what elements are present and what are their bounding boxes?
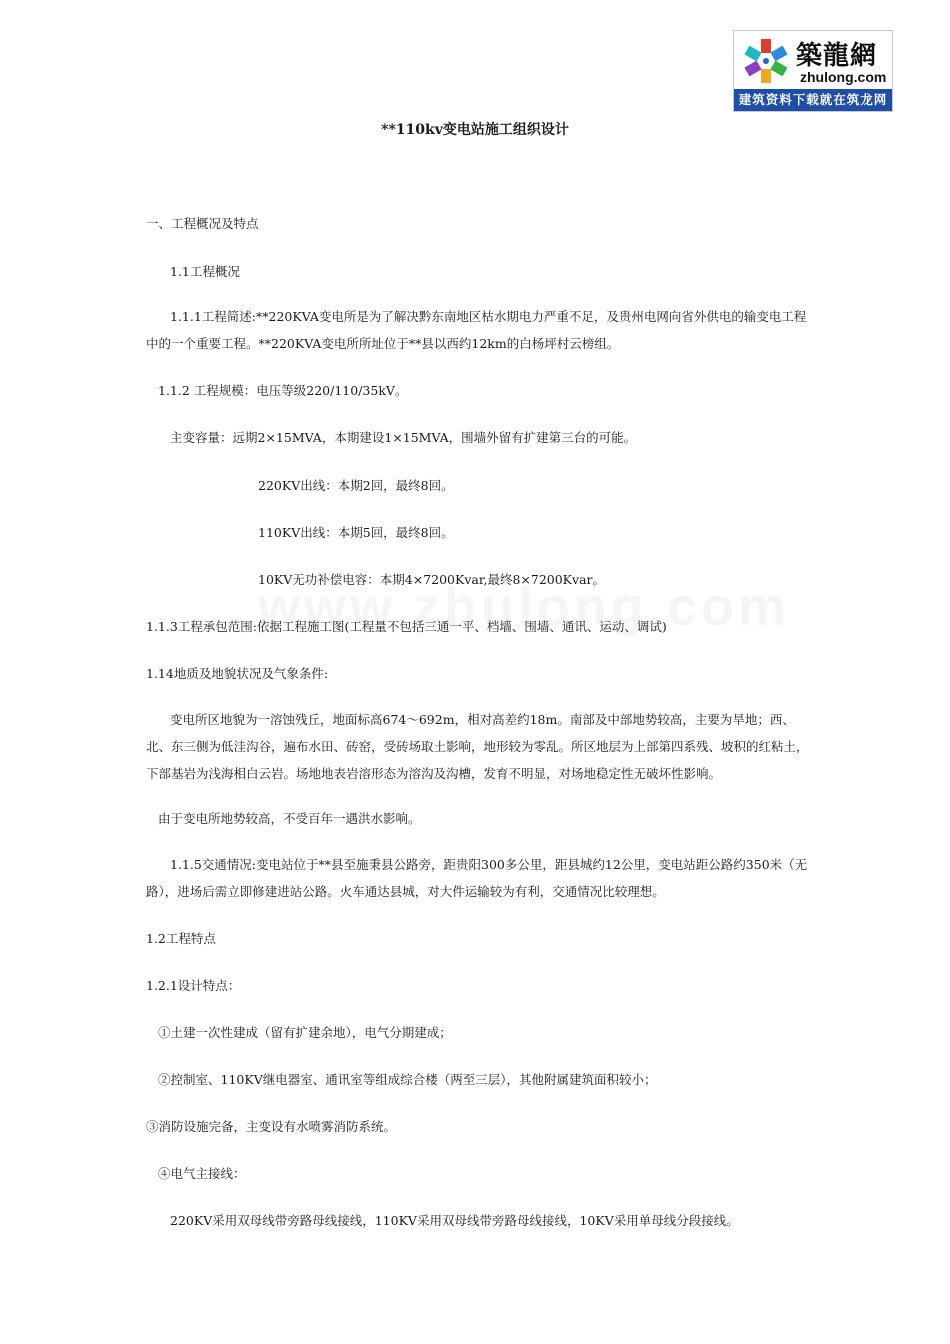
list-item-feature-1: ①土建一次性建成（留有扩建余地），电气分期建成； xyxy=(158,1025,452,1040)
paragraph-main-transformer: 主变容量：远期2×15MVA，本期建设1×15MVA，围墙外留有扩建第三台的可能。 xyxy=(170,430,637,445)
list-item-feature-2: ②控制室、110KV继电器室、通讯室等组成综合楼（两至三层），其他附属建筑面积较小； xyxy=(158,1072,657,1087)
paragraph-wiring: 220KV采用双母线带旁路母线接线，110KV采用双母线带旁路母线接线，10KV采用单母线分段接线。 xyxy=(170,1213,739,1228)
paragraph-110kv-lines: 110KV出线：本期5回，最终8回。 xyxy=(258,525,454,540)
subsection-heading-design: 1.2.1设计特点： xyxy=(146,978,241,993)
logo-brand-text: 築龍網 xyxy=(796,41,878,71)
section-heading: 一、工程概况及特点 xyxy=(146,216,259,231)
list-item-feature-4: ④电气主接线： xyxy=(158,1166,246,1181)
paragraph-project-scale: 1.1.2 工程规模：电压等级220/110/35kV。 xyxy=(158,383,408,398)
list-item-feature-3: ③消防设施完备，主变设有水喷雾消防系统。 xyxy=(146,1119,397,1134)
logo-banner: 建筑资料下载就在筑龙网 xyxy=(734,89,892,111)
document-title: **110kv变电站施工组织设计 xyxy=(381,122,569,138)
paragraph-10kv-capacitor: 10KV无功补偿电容：本期4×7200Kvar,最终8×7200Kvar。 xyxy=(258,572,606,587)
paragraph-project-summary: 1.1.1工程简述:**220KVA变电所是为了解决黔东南地区枯水期电力严重不足，及贵州电网向省外供电的输变电工程中的一个重要工程。**220KVA变电所所址位于**县以西约12km的白杨坪村云榜组。 xyxy=(146,309,807,351)
subsection-heading: 1.1工程概况 xyxy=(170,264,240,279)
zhulong-logo[interactable] xyxy=(733,30,893,112)
paragraph-220kv-lines: 220KV出线：本期2回，最终8回。 xyxy=(258,478,454,493)
paragraph-geology: 变电所区地貌为一溶蚀残丘，地面标高674～692m，相对高差约18m。南部及中部地势较高，主要为旱地；西、北、东三侧为低洼沟谷，遍布水田、砖窑，受砖场取土影响，地形较为零乱。所区地层为上部第四系残、坡积的红粘土，下部基岩为浅海相白云岩。场地地表岩溶形态为溶沟及沟槽，发育不明显，对场地稳定性无破坏性影响。 xyxy=(146,712,809,781)
logo-site-text: zhulong.com xyxy=(800,69,887,85)
paragraph-traffic: 1.1.5交通情况:变电站位于**县至施秉县公路旁，距贵阳300多公里，距县城约12公里，变电站距公路约350米（无路），进场后需立即修建进站公路。火车通达县城，对大件运输较为有利，交通情况比较理想。 xyxy=(146,857,808,899)
subsection-heading-geology: 1.14地质及地貌状况及气象条件: xyxy=(146,666,329,681)
paragraph-contract-scope: 1.1.3工程承包范围:依据工程施工图(工程量不包括三通一平、档墙、围墙、通讯、运动、调试) xyxy=(146,619,667,634)
subsection-heading-features: 1.2工程特点 xyxy=(146,931,216,946)
snowflake-logo-icon xyxy=(740,35,792,87)
paragraph-flood: 由于变电所地势较高，不受百年一遇洪水影响。 xyxy=(158,811,421,826)
